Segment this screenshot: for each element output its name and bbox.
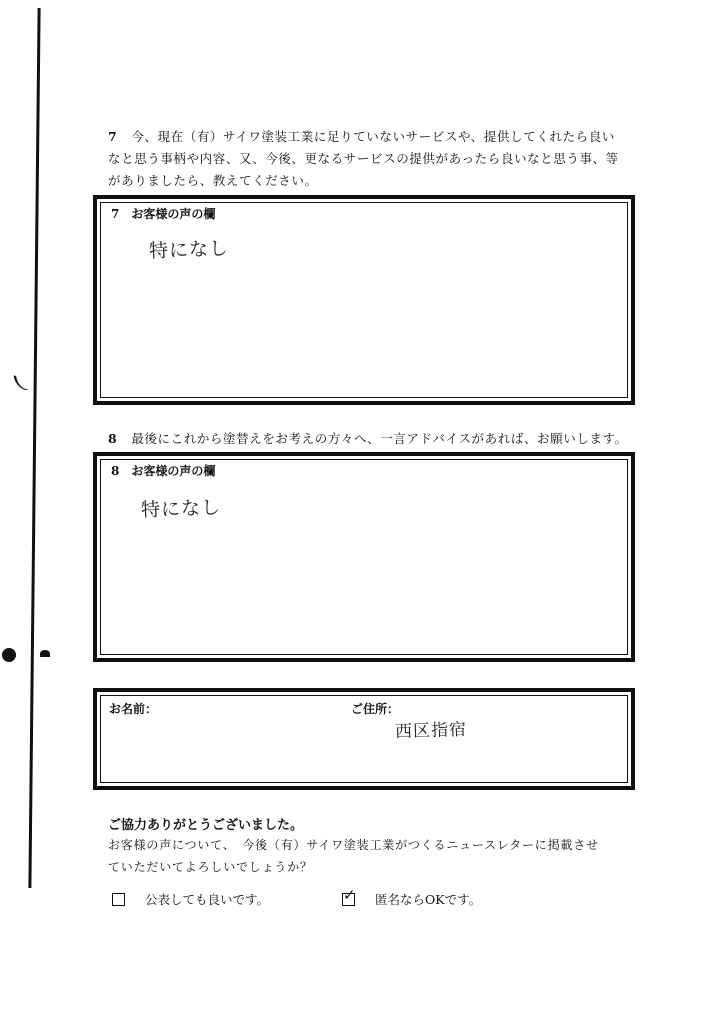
question-7 (108, 126, 619, 192)
answer-8-handwriting: 特になし (140, 496, 222, 522)
option-public-label: 公表しても良いです。 (145, 892, 270, 907)
thanks-message: ご協力ありがとうございました。 (108, 818, 304, 833)
answer-box-8[interactable] (93, 452, 635, 662)
answer-box-7-number: 7 (111, 207, 120, 221)
answer-box-7-label (111, 205, 215, 222)
answer-box-8-number: 8 (111, 464, 120, 478)
question-7-line-1: 今、現在（有）サイワ塗装工業に足りていないサービスや、提供してくれたら良い (131, 129, 615, 144)
answer-box-8-label (111, 462, 215, 479)
publication-request (108, 834, 638, 878)
contact-info-box[interactable] (93, 688, 635, 790)
anonymous-checkbox[interactable] (342, 885, 356, 906)
punch-hole-mark (2, 648, 16, 662)
answer-7-handwriting: 特になし (148, 237, 230, 263)
publication-request-line-2: ていただいてよろしいでしょうか？ (108, 860, 313, 874)
question-8 (108, 428, 628, 450)
answer-box-7[interactable] (93, 195, 635, 405)
publication-request-line-1: お客様の声について、 今後（有）サイワ塗装工業がつくるニュースレターに掲載させ (108, 838, 599, 852)
option-anonymous-label: 匿名ならOKです。 (375, 892, 482, 907)
binding-clip-mark: ᭥ (12, 367, 29, 397)
address-handwriting: 西区指宿 (394, 719, 468, 743)
address-label: ご住所： (351, 702, 400, 716)
option-anonymous[interactable] (342, 885, 482, 908)
answer-box-7-title: お客様の声の欄 (131, 207, 216, 221)
check-icon: ✓ (343, 885, 356, 904)
public-checkbox[interactable] (112, 893, 125, 906)
binding-line (28, 8, 40, 888)
question-7-line-3: がありましたら、教えてください。 (108, 173, 318, 188)
question-7-line-2: なと思う事柄や内容、又、今後、更なるサービスの提供があったら良いなと思う事、等 (108, 151, 619, 166)
answer-box-8-title: お客様の声の欄 (131, 464, 216, 478)
question-7-number: 7 (108, 129, 118, 144)
name-label: お名前： (109, 702, 158, 716)
punch-hole-mark-small (40, 650, 50, 657)
question-8-text: 最後にこれから塗替えをお考えの方々へ、一言アドバイスがあれば、お願いします。 (131, 431, 628, 446)
option-public[interactable] (112, 890, 269, 908)
question-8-number: 8 (108, 431, 118, 446)
